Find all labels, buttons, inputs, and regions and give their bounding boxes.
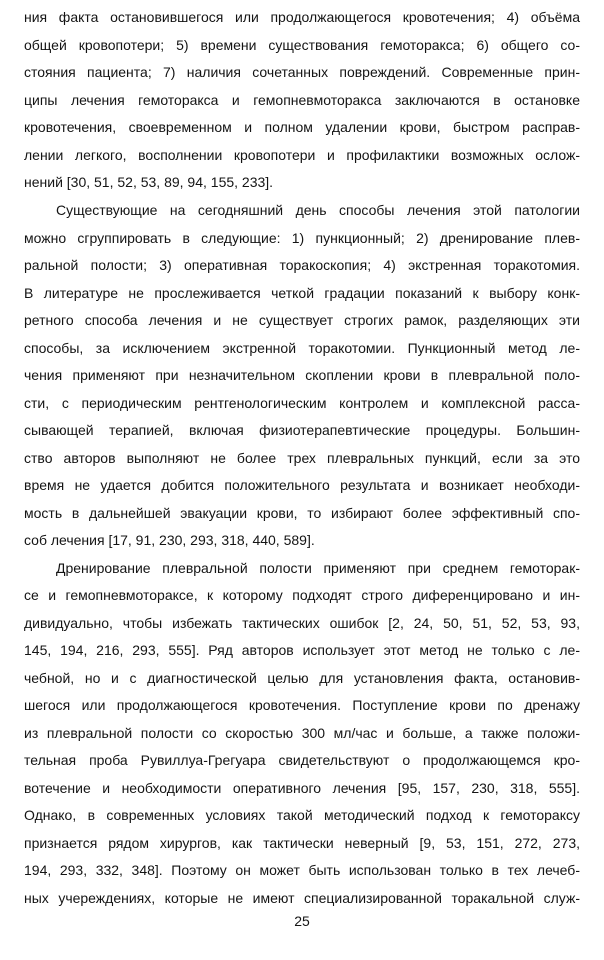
text-line: способы, за исключением экстренной торакотомии. Пункционный метод ле-: [24, 340, 580, 356]
text-line: 194, 293, 332, 348]. Поэтому он может быть использован только в тех лечеб-: [24, 862, 580, 878]
page-number: 25: [294, 913, 310, 929]
text-line: общей кровопотери; 5) времени существования гемоторакса; 6) общего со-: [24, 37, 580, 53]
text-line: лении легкого, восполнении кровопотери и профилактики возможных ослож-: [24, 147, 580, 163]
text-line: чебной, но и с диагностической целью для установления факта, остановив-: [24, 670, 580, 686]
text-line: можно сгруппировать в следующие: 1) пункционный; 2) дренирование плев-: [24, 230, 580, 246]
text-line: вотечение и необходимости оперативного лечения [95, 157, 230, 318, 555].: [24, 780, 580, 796]
text-line: признается рядом хирургов, как тактически неверный [9, 53, 151, 272, 273,: [24, 835, 580, 851]
text-line: мость в дальнейшей эвакуации крови, то избирают более эффективный спо-: [24, 505, 580, 521]
text-line: ство авторов выполняют не более трех плевральных пункций, если за это: [24, 450, 580, 466]
text-line: Дренирование плевральной полости применяют при среднем гемоторак-: [56, 560, 580, 576]
text-line: ния факта остановившегося или продолжающегося кровотечения; 4) объёма: [24, 9, 580, 25]
text-line: сти, с периодическим рентгенологическим контролем и комплексной расса-: [24, 395, 580, 411]
text-line: время не удается добится положительного результата и возникает необходи-: [24, 477, 580, 493]
text-line: ных учереждениях, которые не имеют специализированной торакальной служ-: [24, 890, 580, 906]
text-line: ретного способа лечения и не существует строгих рамок, разделяющих эти: [24, 312, 580, 328]
text-line: нений [30, 51, 52, 53, 89, 94, 155, 233].: [24, 174, 274, 190]
text-line: дивидуально, чтобы избежать тактических ошибок [2, 24, 50, 51, 52, 53, 93,: [24, 615, 580, 631]
text-line: Однако, в современных условиях такой методический подход к гемотораксу: [24, 807, 580, 823]
text-line: сывающей терапией, включая физиотерапевтические процедуры. Большин-: [24, 422, 580, 438]
text-line: се и гемопневмотораксе, к которому подходят строго диференцировано и ин-: [24, 587, 580, 603]
text-line: чения применяют при незначительном скоплении крови в плевральной поло-: [24, 367, 580, 383]
text-line: кровотечения, своевременном и полном удалении крови, быстром расправ-: [24, 119, 580, 135]
text-line: из плевральной полости со скоростью 300 мл/час и больше, а также положи-: [24, 725, 580, 741]
text-line: шегося или продолжающегося кровотечения. Поступление крови по дренажу: [24, 697, 580, 713]
text-line: 145, 194, 216, 293, 555]. Ряд авторов использует этот метод не только с ле-: [24, 642, 580, 658]
text-line: В литературе не прослеживается четкой градации показаний к выбору конк-: [24, 285, 580, 301]
text-line: стояния пациента; 7) наличия сочетанных повреждений. Современные прин-: [24, 64, 580, 80]
text-line: тельная проба Рувиллуа-Грегуара свидетельствуют о продолжающемся кро-: [24, 752, 580, 768]
text-line: ципы лечения гемоторакса и гемопневмоторакса заключаются в остановке: [24, 92, 580, 108]
text-line: соб лечения [17, 91, 230, 293, 318, 440, 589].: [24, 532, 315, 548]
text-line: ральной полости; 3) оперативная торакоскопия; 4) экстренная торакотомия.: [24, 257, 580, 273]
text-line: Существующие на сегодняшний день способы лечения этой патологии: [56, 202, 580, 218]
